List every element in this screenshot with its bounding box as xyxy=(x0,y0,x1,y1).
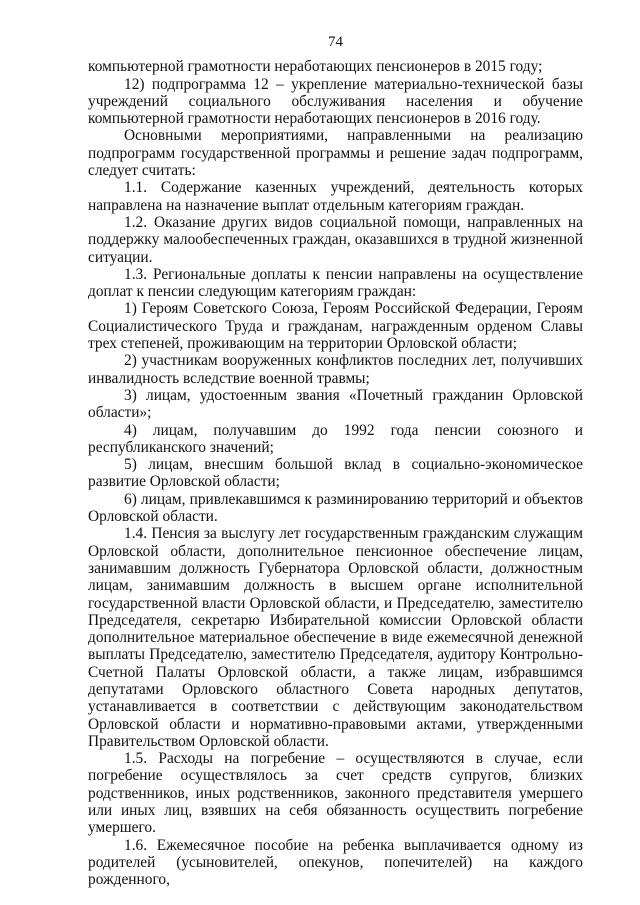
paragraph: 1.3. Региональные доплаты к пенсии направлены на осуществление доплат к пенсии следующим категориям граждан: xyxy=(88,265,583,301)
paragraph: 1.2. Оказание других видов социальной помощи, направленных на поддержку малообеспеченных граждан, оказавшихся в трудной жизненной ситуации. xyxy=(88,213,583,266)
paragraph: 1) Героям Советского Союза, Героям Российской Федерации, Героям Социалистического Труда и гражданам, награжденным орденом Славы трех степеней, проживающим на территории Орловской области; xyxy=(88,300,583,353)
document-page xyxy=(88,0,583,889)
paragraph: 1.4. Пенсия за выслугу лет государственным гражданским служащим Орловской области, дополнительное пенсионное обеспечение лицам, занимавшим должность Губернатора Орловской области, должностным лицам, занимавшим должность в высшем органе исполнительной государственной власти Орловской области, и Председателю, заместителю Председателя, секретарю Избирательной комиссии Орловской области дополнительное материальное обеспечение в виде ежемесячной денежной выплаты Председателю, заместителю Председателя, аудитору Контрольно-Счетной Палаты Орловской области, а также лицам, избравшимся депутатами Орловского областного Совета народных депутатов, устанавливается в соответствии с действующим законодательством Орловской области и нормативно-правовыми актами, утвержденными Правительством Орловской области. xyxy=(88,525,583,750)
paragraph: компьютерной грамотности неработающих пенсионеров в 2015 году; xyxy=(88,58,543,76)
paragraph: 5) лицам, внесшим большой вклад в социально-экономическое развитие Орловской области; xyxy=(88,456,583,491)
paragraph: 1.6. Ежемесячное пособие на ребенка выплачивается одному из родителей (усыновителей, опекунов, попечителей) на каждого рожденного, xyxy=(88,836,583,889)
paragraph: 12) подпрограмма 12 – укрепление материально-технической базы учреждений социального обслуживания населения и обучение компьютерной грамотности неработающих пенсионеров в 2016 году. xyxy=(88,75,583,128)
paragraph: 4) лицам, получавшим до 1992 года пенсии союзного и республиканского значений; xyxy=(88,421,583,456)
page-number: 74 xyxy=(328,34,343,50)
paragraph: 6) лицам, привлекавшимся к разминированию территорий и объектов Орловской области. xyxy=(88,490,583,526)
paragraph: 1.1. Содержание казенных учреждений, деятельность которых направлена на назначение выплат отдельным категориям граждан. xyxy=(88,179,583,214)
paragraph: 2) участникам вооруженных конфликтов последних лет, получивших инвалидность вследствие военной травмы; xyxy=(88,352,583,387)
paragraph: 3) лицам, удостоенным звания «Почетный гражданин Орловской области»; xyxy=(88,386,583,422)
paragraph: Основными мероприятиями, направленными на реализацию подпрограмм государственной программы и решение задач подпрограмм, следует считать: xyxy=(88,127,583,180)
document-body xyxy=(88,58,583,888)
paragraph: 1.5. Расходы на погребение – осуществляются в случае, если погребение осуществлялось за счет средств супругов, близких родственников, иных родственников, законного представителя умершего или иных лиц, взявших на себя обязанность осуществить погребение умершего. xyxy=(88,750,583,837)
